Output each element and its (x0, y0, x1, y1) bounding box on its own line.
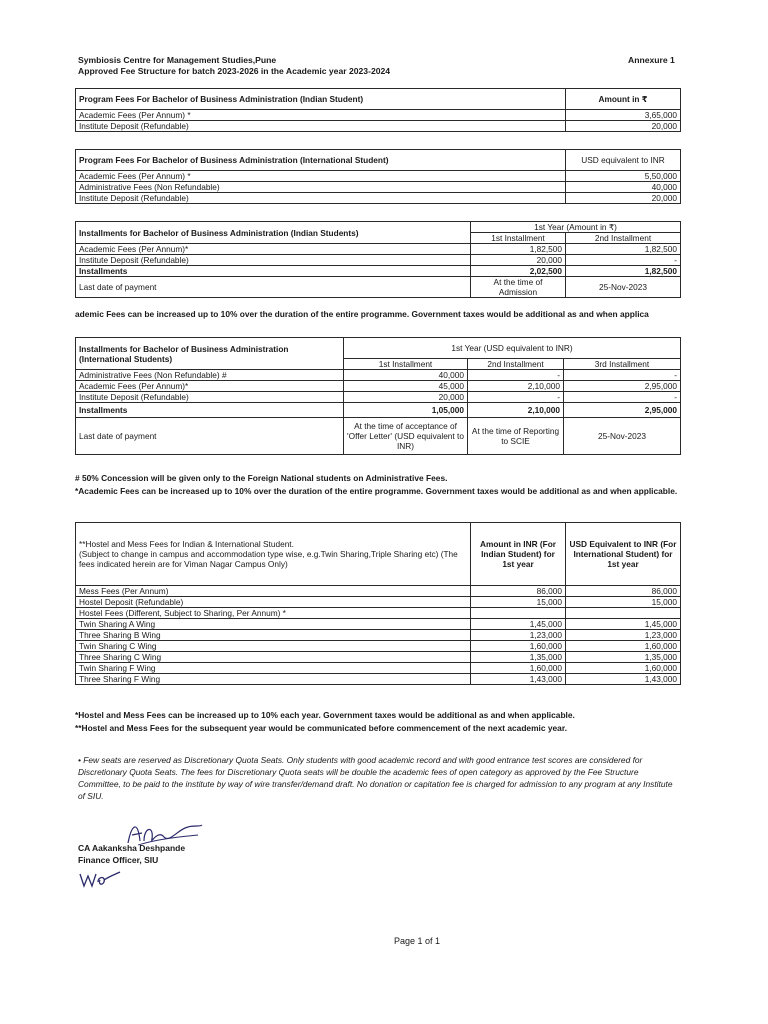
international-amount-header: USD Equivalent to INR (For International Student) for 1st year (566, 523, 681, 586)
cell: 86,000 (471, 586, 566, 597)
cell: At the time of Reporting to SCIE (468, 418, 564, 455)
row-amount: 20,000 (566, 121, 681, 132)
hostel-mess-fees-table (75, 522, 681, 685)
year-header: 1st Year (USD equivalent to INR) (344, 338, 681, 359)
signatory-role: Finance Officer, SIU (78, 855, 159, 865)
hostel-subsequent-note: **Hostel and Mess Fees for the subsequent year would be communicated before commencement of the next academic year. (75, 723, 567, 733)
row-label: Twin Sharing F Wing (76, 663, 471, 674)
cell: 1,60,000 (471, 641, 566, 652)
discretionary-quota-footnote: • Few seats are reserved as Discretionary Quota Seats. Only students with good academic record and with good entrance test scores are considered for Discretionary Quota Seats. The fees for Discretionary Quota seats will be double the academic fees of open category as approved by the Fee Structure Committee, to be paid to the institute by way of wire transfer/demand draft. No donation or capitation fee is charged for admission to any program at any Institute of SIU. (78, 755, 673, 801)
installment-2-header: 2nd Installment (566, 233, 681, 244)
row-label: Administrative Fees (Non Refundable) # (76, 370, 344, 381)
cell: 1,45,000 (566, 619, 681, 630)
row-label: Institute Deposit (Refundable) (76, 255, 471, 266)
cell: 2,95,000 (564, 403, 681, 418)
annexure-label: Annexure 1 (628, 55, 675, 65)
cell: 20,000 (344, 392, 468, 403)
cell: 25-Nov-2023 (566, 277, 681, 298)
initials-image (76, 868, 124, 890)
column-header: USD equivalent to INR (566, 150, 681, 171)
cell: 1,23,000 (471, 630, 566, 641)
table-title: Program Fees For Bachelor of Business Administration (Indian Student) (76, 89, 566, 110)
table-title: Program Fees For Bachelor of Business Administration (International Student) (76, 150, 566, 171)
row-amount: 3,65,000 (566, 110, 681, 121)
row-label: Three Sharing C Wing (76, 652, 471, 663)
cell: - (564, 392, 681, 403)
table-title: Installments for Bachelor of Business Administration (International Students) (76, 338, 344, 370)
academic-fee-note: *Academic Fees can be increased up to 10% over the duration of the entire programme. Government taxes would be additional as and when applicable. (75, 486, 678, 496)
row-label: Installments (76, 266, 471, 277)
cell: 20,000 (471, 255, 566, 266)
cell: 1,43,000 (566, 674, 681, 685)
cell: At the time of acceptance of 'Offer Letter' (USD equivalent to INR) (344, 418, 468, 455)
row-label: Institute Deposit (Refundable) (76, 392, 344, 403)
table-title: **Hostel and Mess Fees for Indian & International Student. (79, 539, 294, 549)
installment-2-header: 2nd Installment (468, 359, 564, 370)
row-label: Three Sharing B Wing (76, 630, 471, 641)
international-program-fees-table (75, 149, 681, 204)
cell: At the time of Admission (471, 277, 566, 298)
row-label: Three Sharing F Wing (76, 674, 471, 685)
installment-1-header: 1st Installment (471, 233, 566, 244)
cell: 1,05,000 (344, 403, 468, 418)
column-header: Amount in ₹ (566, 89, 681, 110)
row-label: Hostel Deposit (Refundable) (76, 597, 471, 608)
row-label: Installments (76, 403, 344, 418)
row-label: Academic Fees (Per Annum) * (76, 171, 566, 182)
cell: 1,82,500 (566, 244, 681, 255)
indian-installments-table (75, 221, 681, 298)
cell: 1,43,000 (471, 674, 566, 685)
row-label: Academic Fees (Per Annum) * (76, 110, 566, 121)
cell: 1,82,500 (471, 244, 566, 255)
indian-program-fees-table (75, 88, 681, 132)
cell (471, 608, 566, 619)
institute-name: Symbiosis Centre for Management Studies,Pune (78, 55, 277, 65)
cell: - (564, 370, 681, 381)
cell: 2,95,000 (564, 381, 681, 392)
table-subtitle: (Subject to change in campus and accommodation type wise, e.g.Twin Sharing,Triple Sharing etc) (The fees indicated herein are for Viman Nagar Campus Only) (79, 549, 458, 569)
academic-fee-note: ademic Fees can be increased up to 10% over the duration of the entire programme. Government taxes would be additional as and when applica (75, 309, 649, 319)
cell (566, 608, 681, 619)
cell: 2,10,000 (468, 381, 564, 392)
row-label: Institute Deposit (Refundable) (76, 121, 566, 132)
row-label: Institute Deposit (Refundable) (76, 193, 566, 204)
hostel-increase-note: *Hostel and Mess Fees can be increased up to 10% each year. Government taxes would be additional as and when applicable. (75, 710, 575, 720)
cell: 45,000 (344, 381, 468, 392)
document-subtitle: Approved Fee Structure for batch 2023-2026 in the Academic year 2023-2024 (78, 66, 391, 76)
cell: 15,000 (566, 597, 681, 608)
cell: - (468, 370, 564, 381)
row-amount: 5,50,000 (566, 171, 681, 182)
international-installments-table (75, 337, 681, 455)
signatory-name: CA Aakanksha Deshpande (78, 843, 186, 853)
cell: 86,000 (566, 586, 681, 597)
concession-note: # 50% Concession will be given only to the Foreign National students on Administrative Fees. (75, 473, 448, 483)
cell: 2,02,500 (471, 266, 566, 277)
row-label: Last date of payment (76, 277, 471, 298)
table-title: Installments for Bachelor of Business Administration (Indian Students) (76, 222, 471, 244)
installment-3-header: 3rd Installment (564, 359, 681, 370)
cell: 1,60,000 (566, 663, 681, 674)
cell: 1,60,000 (566, 641, 681, 652)
page-number: Page 1 of 1 (394, 936, 441, 946)
cell: 25-Nov-2023 (564, 418, 681, 455)
cell: 1,45,000 (471, 619, 566, 630)
cell: 1,23,000 (566, 630, 681, 641)
row-amount: 20,000 (566, 193, 681, 204)
cell: - (566, 255, 681, 266)
row-label: Twin Sharing C Wing (76, 641, 471, 652)
row-label: Twin Sharing A Wing (76, 619, 471, 630)
cell: 40,000 (344, 370, 468, 381)
row-label: Mess Fees (Per Annum) (76, 586, 471, 597)
table-title-cell (76, 523, 471, 586)
cell: 1,35,000 (566, 652, 681, 663)
indian-amount-header: Amount in INR (For Indian Student) for 1st year (471, 523, 566, 586)
row-label: Academic Fees (Per Annum)* (76, 381, 344, 392)
cell: - (468, 392, 564, 403)
row-amount: 40,000 (566, 182, 681, 193)
cell: 1,82,500 (566, 266, 681, 277)
cell: 2,10,000 (468, 403, 564, 418)
cell: 15,000 (471, 597, 566, 608)
year-header: 1st Year (Amount in ₹) (471, 222, 681, 233)
row-label: Academic Fees (Per Annum)* (76, 244, 471, 255)
cell: 1,60,000 (471, 663, 566, 674)
row-label: Administrative Fees (Non Refundable) (76, 182, 566, 193)
row-label: Hostel Fees (Different, Subject to Sharing, Per Annum) * (76, 608, 471, 619)
cell: 1,35,000 (471, 652, 566, 663)
row-label: Last date of payment (76, 418, 344, 455)
installment-1-header: 1st Installment (344, 359, 468, 370)
